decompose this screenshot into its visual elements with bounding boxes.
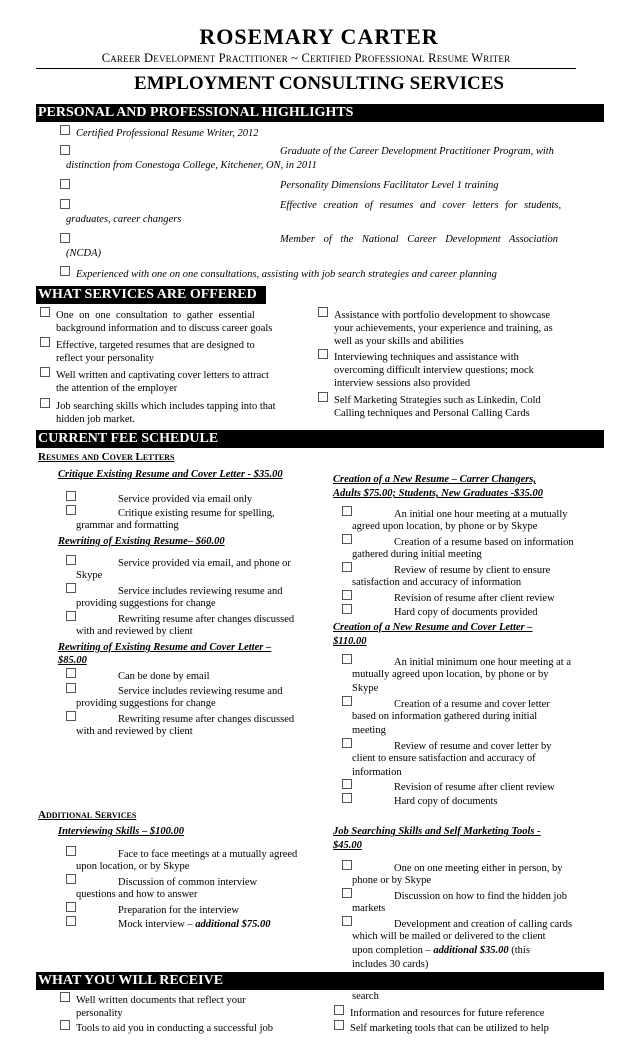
service-item: Interviewing techniques and assistance with overcoming difficult interview questions; mock interview sessions also provided [318,349,598,390]
checkbox-icon [334,1020,344,1030]
section-heading-services: WHAT SERVICES ARE OFFERED [38,287,257,302]
fee-item: Creation of a resume and cover letter [342,696,550,711]
fee-item-continued: providing suggestions for change [76,598,216,609]
checkbox-icon [342,590,352,600]
checkbox-icon [342,793,352,803]
fee-item: Rewriting resume after changes discussed [66,711,294,726]
subheading-resumes: Resumes and Cover Letters [38,451,175,463]
checkbox-icon [60,233,70,243]
section-bar-fees [36,430,604,448]
checkbox-icon [66,916,76,926]
fee-item-continued: upon completion – additional $35.00 (this [352,945,530,956]
checkbox-icon [60,125,70,135]
highlight-item-continued: (NCDA) [66,248,101,259]
fee-item-continued: with and reviewed by client [76,626,193,637]
checkbox-icon [66,583,76,593]
fee-item: One on one meeting either in person, by [342,860,563,875]
fee-item: Discussion of common interview [66,874,257,889]
checkbox-icon [66,668,76,678]
fee-item-continued: gathered during initial meeting [352,549,482,560]
fee-title-rewrite-both: Rewriting of Existing Resume and Cover Letter – [58,642,272,653]
fee-item-continued: providing suggestions for change [76,698,216,709]
fee-item: An initial minimum one hour meeting at a [342,654,571,669]
fee-item: Service includes reviewing resume and [66,683,282,698]
highlight-item: Personality Dimensions Facilitator Level 1 training [60,179,580,195]
checkbox-icon [66,491,76,501]
checkbox-icon [342,654,352,664]
section-bar-highlights [36,104,604,122]
checkbox-icon [318,307,328,317]
service-item: Well written and captivating cover letters to attract the attention of the employer [40,367,310,395]
checkbox-icon [342,916,352,926]
service-item: One on one consultation to gather essential background information and to discuss career goals [40,307,310,335]
fee-title-rewrite-both-price: $85.00 [58,655,87,666]
fee-item: An initial one hour meeting at a mutually [342,506,568,521]
highlight-item-continued: graduates, career changers [66,214,182,225]
section-heading-fees: CURRENT FEE SCHEDULE [38,431,219,446]
highlight-item: Effective creation of resumes and cover letters for students, [60,199,580,215]
fee-title-new-both-price: $110.00 [333,636,367,647]
section-heading-highlights: PERSONAL AND PROFESSIONAL HIGHLIGHTS [38,105,354,120]
fee-item: Discussion on how to find the hidden job [342,888,567,903]
checkbox-icon [318,392,328,402]
checkbox-icon [342,738,352,748]
fee-item: Mock interview – additional $75.00 [66,916,271,931]
receive-item-continued: search [352,991,379,1002]
receive-item: Well written documents that reflect your personality [60,992,320,1020]
fee-item-continued: includes 30 cards) [352,959,429,970]
fee-item-continued: agreed upon location, by phone or by Skype [352,521,538,532]
fee-title-new-resume-prices: Adults $75.00; Students, New Graduates -$35.00 [333,488,544,499]
checkbox-icon [342,779,352,789]
fee-item-continued: satisfaction and accuracy of information [352,577,522,588]
fee-item: Preparation for the interview [66,902,239,917]
checkbox-icon [40,337,50,347]
section-heading-receive: WHAT YOU WILL RECEIVE [38,973,224,988]
subheading-additional: Additional Services [38,809,137,821]
fee-item: Revision of resume after client review [342,779,555,794]
fee-item-continued: based on information gathered during initial [352,711,538,722]
fee-item: Creation of a resume based on information [342,534,574,549]
checkbox-icon [342,604,352,614]
fee-title-new-both: Creation of a New Resume and Cover Letter – [333,622,533,633]
checkbox-icon [66,555,76,565]
fee-item-continued: meeting [352,725,386,736]
receive-item: Self marketing tools that can be utilized to help [334,1020,614,1035]
fee-item-continued: Skype [76,570,103,581]
section-bar-services [36,286,266,304]
fee-item: Review of resume by client to ensure [342,562,550,577]
fee-item-continued: markets [352,903,386,914]
fee-item-continued: phone or by Skype [352,875,432,886]
highlight-item: Graduate of the Career Development Practitioner Program, with [60,145,580,161]
fee-item: Service provided via email, and phone or [66,555,291,570]
highlight-item: Member of the National Career Development Association [60,233,580,249]
fee-item-continued: upon location, or by Skype [76,861,190,872]
checkbox-icon [66,683,76,693]
fee-item: Service includes reviewing resume and [66,583,282,598]
fee-item: Critique existing resume for spelling, [66,505,275,520]
checkbox-icon [342,888,352,898]
fee-title-critique: Critique Existing Resume and Cover Letter - $35.00 [58,469,283,480]
checkbox-icon [60,266,70,276]
fee-item-continued: information [352,767,402,778]
service-item: Assistance with portfolio development to showcase your achievements, your experience and training, as well as your skills and abilities [318,307,598,348]
highlight-item: Certified Professional Resume Writer, 2012 [60,125,258,141]
fee-item-continued: Skype [352,683,379,694]
checkbox-icon [66,846,76,856]
fee-title-jobsearch: Job Searching Skills and Self Marketing Tools - [333,826,541,837]
checkbox-icon [334,1005,344,1015]
fee-item: Rewriting resume after changes discussed [66,611,294,626]
checkbox-icon [318,349,328,359]
checkbox-icon [66,902,76,912]
checkbox-icon [342,562,352,572]
fee-item-continued: mutually agreed upon location, by phone or by [352,669,549,680]
fee-item-continued: client to ensure satisfaction and accuracy of [352,753,536,764]
service-item: Job searching skills which includes tapping into that hidden job market. [40,398,310,426]
checkbox-icon [342,534,352,544]
fee-title-new-resume: Creation of a New Resume – Carrer Changers, [333,474,537,485]
checkbox-icon [60,179,70,189]
fee-item: Hard copy of documents provided [342,604,537,619]
checkbox-icon [342,860,352,870]
firm-title: EMPLOYMENT CONSULTING SERVICES [134,73,504,94]
fee-item: Hard copy of documents [342,793,498,808]
checkbox-icon [60,145,70,155]
checkbox-icon [342,506,352,516]
highlight-item-continued: distinction from Conestoga College, Kitchener, ON, in 2011 [66,160,317,171]
checkbox-icon [342,696,352,706]
service-item: Effective, targeted resumes that are designed to reflect your personality [40,337,310,365]
fee-title-jobsearch-price: $45.00 [333,840,362,851]
fee-title-interviewing: Interviewing Skills – $100.00 [58,826,185,837]
checkbox-icon [66,611,76,621]
fee-item-continued: grammar and formatting [76,520,179,531]
fee-title-rewrite-resume: Rewriting of Existing Resume– $60.00 [58,536,225,547]
checkbox-icon [40,367,50,377]
fee-item-continued: with and reviewed by client [76,726,193,737]
fee-item: Service provided via email only [66,491,252,506]
checkbox-icon [40,307,50,317]
checkbox-icon [40,398,50,408]
checkbox-icon [60,992,70,1002]
fee-item: Face to face meetings at a mutually agreed [66,846,297,861]
section-bar-receive [36,972,604,990]
resume-name: ROSEMARY CARTER [199,24,439,49]
receive-item: Information and resources for future reference [334,1005,614,1020]
checkbox-icon [60,1020,70,1030]
fee-item-continued: questions and how to answer [76,889,198,900]
highlight-item: Experienced with one on one consultations, assisting with job search strategies and career planning [60,266,497,282]
fee-item-continued: which will be mailed or delivered to the client [352,931,546,942]
fee-item: Development and creation of calling cards [342,916,572,931]
checkbox-icon [66,505,76,515]
checkbox-icon [60,199,70,209]
service-item: Self Marketing Strategies such as Linkedin, Cold Calling techniques and Personal Calling Cards [318,392,598,420]
checkbox-icon [66,711,76,721]
fee-item: Can be done by email [66,668,210,683]
receive-item: Tools to aid you in conducting a successful job [60,1020,320,1035]
checkbox-icon [66,874,76,884]
fee-item: Revision of resume after client review [342,590,555,605]
fee-item: Review of resume and cover letter by [342,738,551,753]
professional-titles: Career Development Practitioner ~ Certified Professional Resume Writer [36,51,576,69]
